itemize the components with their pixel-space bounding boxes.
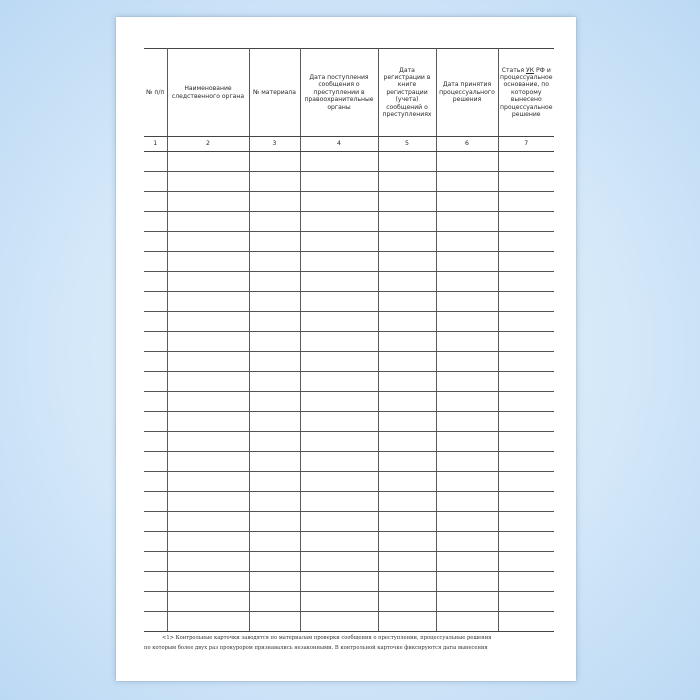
table-cell	[249, 372, 300, 392]
table-cell	[144, 332, 167, 352]
table-cell	[144, 392, 167, 412]
column-number: 5	[378, 137, 436, 152]
table-row	[144, 232, 554, 252]
table-cell	[498, 452, 554, 472]
table-cell	[300, 452, 378, 472]
table-cell	[498, 512, 554, 532]
table-cell	[249, 232, 300, 252]
table-cell	[144, 192, 167, 212]
table-cell	[378, 172, 436, 192]
table-cell	[436, 532, 498, 552]
table-cell	[167, 252, 249, 272]
table-cell	[498, 152, 554, 172]
table-row	[144, 272, 554, 292]
table-cell	[144, 352, 167, 372]
table-cell	[300, 312, 378, 332]
table-cell	[498, 572, 554, 592]
table-cell	[378, 572, 436, 592]
table-cell	[300, 512, 378, 532]
table-cell	[300, 392, 378, 412]
table-cell	[249, 612, 300, 632]
table-cell	[300, 472, 378, 492]
table-cell	[498, 492, 554, 512]
table-cell	[378, 232, 436, 252]
table-cell	[378, 552, 436, 572]
table-cell	[167, 452, 249, 472]
table-row	[144, 452, 554, 472]
table-cell	[144, 472, 167, 492]
table-cell	[167, 612, 249, 632]
table-cell	[167, 272, 249, 292]
table-cell	[378, 372, 436, 392]
table-cell	[144, 272, 167, 292]
table-cell	[498, 472, 554, 492]
table-row	[144, 172, 554, 192]
table-cell	[167, 232, 249, 252]
table-cell	[498, 232, 554, 252]
table-cell	[378, 592, 436, 612]
table-cell	[144, 372, 167, 392]
table-cell	[249, 192, 300, 212]
table-cell	[378, 412, 436, 432]
table-cell	[300, 272, 378, 292]
column-header-material-number: № материала	[249, 49, 300, 137]
table-cell	[300, 552, 378, 572]
table-cell	[436, 392, 498, 412]
table-cell	[300, 152, 378, 172]
table-cell	[144, 612, 167, 632]
column-header-decision-date: Дата принятия процессуального решения	[436, 49, 498, 137]
table-row	[144, 372, 554, 392]
table-cell	[144, 492, 167, 512]
table-row	[144, 412, 554, 432]
table-cell	[167, 292, 249, 312]
table-cell	[249, 472, 300, 492]
table-cell	[249, 152, 300, 172]
table-cell	[300, 192, 378, 212]
table-cell	[300, 292, 378, 312]
table-cell	[378, 212, 436, 232]
table-row	[144, 552, 554, 572]
table-cell	[144, 212, 167, 232]
table-cell	[144, 292, 167, 312]
table-cell	[378, 612, 436, 632]
article-text-before: Статья	[501, 66, 526, 74]
table-cell	[498, 612, 554, 632]
table-cell	[167, 152, 249, 172]
table-cell	[378, 392, 436, 412]
column-number: 6	[436, 137, 498, 152]
table-cell	[249, 412, 300, 432]
table-cell	[436, 192, 498, 212]
table-cell	[249, 572, 300, 592]
column-number: 7	[498, 137, 554, 152]
column-number: 3	[249, 137, 300, 152]
table-cell	[378, 312, 436, 332]
table-row	[144, 312, 554, 332]
table-cell	[167, 552, 249, 572]
footnote-line: <1> Контрольные карточки заводятся по материалам проверки сообщения о преступлении, процессуальные решения	[162, 635, 492, 641]
table-cell	[300, 232, 378, 252]
table-cell	[300, 592, 378, 612]
table-cell	[167, 212, 249, 232]
table-cell	[300, 412, 378, 432]
table-cell	[378, 152, 436, 172]
table-cell	[436, 312, 498, 332]
table-cell	[498, 192, 554, 212]
table-cell	[144, 172, 167, 192]
column-header-registration-date: Дата регистрации в книге регистрации (учета) сообщений о преступлениях	[378, 49, 436, 137]
table-cell	[167, 432, 249, 452]
table-cell	[436, 612, 498, 632]
table-row	[144, 472, 554, 492]
table-cell	[249, 172, 300, 192]
table-cell	[300, 532, 378, 552]
table-cell	[498, 212, 554, 232]
table-cell	[167, 592, 249, 612]
table-cell	[300, 612, 378, 632]
table-cell	[300, 432, 378, 452]
table-cell	[436, 232, 498, 252]
table-cell	[249, 512, 300, 532]
table-cell	[378, 432, 436, 452]
table-cell	[249, 532, 300, 552]
footnote	[144, 634, 554, 653]
table-cell	[249, 492, 300, 512]
table-cell	[167, 392, 249, 412]
table-cell	[378, 352, 436, 372]
table-cell	[167, 312, 249, 332]
table-cell	[436, 432, 498, 452]
column-number-row	[144, 137, 554, 152]
table-cell	[144, 412, 167, 432]
table-cell	[300, 172, 378, 192]
table-cell	[249, 312, 300, 332]
table-cell	[436, 512, 498, 532]
table-cell	[144, 552, 167, 572]
table-cell	[167, 532, 249, 552]
table-cell	[144, 592, 167, 612]
table-cell	[144, 252, 167, 272]
table-cell	[436, 292, 498, 312]
table-cell	[498, 392, 554, 412]
table-row	[144, 152, 554, 172]
table-cell	[249, 552, 300, 572]
table-cell	[498, 432, 554, 452]
table-row	[144, 212, 554, 232]
table-cell	[249, 352, 300, 372]
table-row	[144, 612, 554, 632]
table-cell	[167, 412, 249, 432]
table-cell	[144, 512, 167, 532]
table-cell	[378, 532, 436, 552]
table-row	[144, 432, 554, 452]
table-cell	[167, 572, 249, 592]
table-cell	[144, 432, 167, 452]
table-cell	[249, 452, 300, 472]
criminal-code-link[interactable]: УК	[525, 66, 535, 74]
table-cell	[436, 572, 498, 592]
table-cell	[167, 172, 249, 192]
table-cell	[144, 452, 167, 472]
table-row	[144, 332, 554, 352]
table-row	[144, 192, 554, 212]
table-cell	[498, 532, 554, 552]
table-cell	[436, 152, 498, 172]
table-cell	[249, 392, 300, 412]
column-number: 1	[144, 137, 167, 152]
table-cell	[378, 332, 436, 352]
table-row	[144, 252, 554, 272]
table-cell	[167, 372, 249, 392]
footnote-line: по которым более двух раз прокурором признавались незаконными. В контрольной карточке фиксируются даты вынесения	[144, 644, 488, 651]
table-cell	[378, 492, 436, 512]
table-cell	[436, 452, 498, 472]
table-cell	[378, 292, 436, 312]
table-cell	[498, 172, 554, 192]
table-header-row	[144, 49, 554, 137]
table-cell	[498, 552, 554, 572]
table-cell	[249, 432, 300, 452]
table-cell	[378, 252, 436, 272]
table-cell	[144, 152, 167, 172]
table-row	[144, 532, 554, 552]
table-cell	[249, 292, 300, 312]
table-cell	[378, 452, 436, 472]
table-cell	[436, 412, 498, 432]
table-cell	[498, 372, 554, 392]
table-cell	[300, 572, 378, 592]
table-cell	[300, 252, 378, 272]
table-cell	[436, 212, 498, 232]
table-cell	[498, 252, 554, 272]
table-cell	[300, 212, 378, 232]
table-cell	[436, 332, 498, 352]
article-text-after: РФ и процессуальное основание, по которому вынесено процессуальное решение	[500, 66, 553, 119]
table-cell	[436, 472, 498, 492]
table-cell	[167, 472, 249, 492]
table-cell	[436, 372, 498, 392]
table-cell	[144, 532, 167, 552]
table-cell	[498, 352, 554, 372]
table-cell	[378, 272, 436, 292]
column-header-report-received-date: Дата поступления сообщения о преступлении в правоохранительные органы	[300, 49, 378, 137]
table-cell	[144, 312, 167, 332]
table-cell	[300, 352, 378, 372]
table-cell	[167, 512, 249, 532]
table-cell	[498, 292, 554, 312]
table-cell	[144, 572, 167, 592]
table-cell	[249, 252, 300, 272]
table-cell	[436, 252, 498, 272]
table-cell	[378, 512, 436, 532]
column-header-criminal-code-article	[498, 49, 554, 137]
table-cell	[498, 272, 554, 292]
table-cell	[498, 412, 554, 432]
table-cell	[249, 592, 300, 612]
table-cell	[378, 472, 436, 492]
table-row	[144, 512, 554, 532]
register-table	[144, 48, 554, 632]
table-cell	[249, 212, 300, 232]
table-cell	[436, 272, 498, 292]
document-page	[116, 17, 576, 681]
table-cell	[167, 192, 249, 212]
table-cell	[167, 332, 249, 352]
column-header-investigative-body: Наименование следственного органа	[167, 49, 249, 137]
table-cell	[300, 492, 378, 512]
table-cell	[436, 492, 498, 512]
table-cell	[498, 592, 554, 612]
table-cell	[300, 372, 378, 392]
table-row	[144, 492, 554, 512]
column-number: 4	[300, 137, 378, 152]
table-cell	[144, 232, 167, 252]
table-cell	[167, 492, 249, 512]
table-row	[144, 572, 554, 592]
table-row	[144, 592, 554, 612]
table-cell	[249, 272, 300, 292]
table-cell	[167, 352, 249, 372]
table-cell	[436, 552, 498, 572]
table-cell	[436, 352, 498, 372]
table-cell	[498, 332, 554, 352]
table-cell	[300, 332, 378, 352]
table-cell	[436, 172, 498, 192]
table-cell	[498, 312, 554, 332]
table-row	[144, 292, 554, 312]
table-row	[144, 352, 554, 372]
table-cell	[378, 192, 436, 212]
table-cell	[249, 332, 300, 352]
register-sheet	[144, 48, 554, 651]
table-row	[144, 392, 554, 412]
table-cell	[436, 592, 498, 612]
column-header-number: № п/п	[144, 49, 167, 137]
column-number: 2	[167, 137, 249, 152]
